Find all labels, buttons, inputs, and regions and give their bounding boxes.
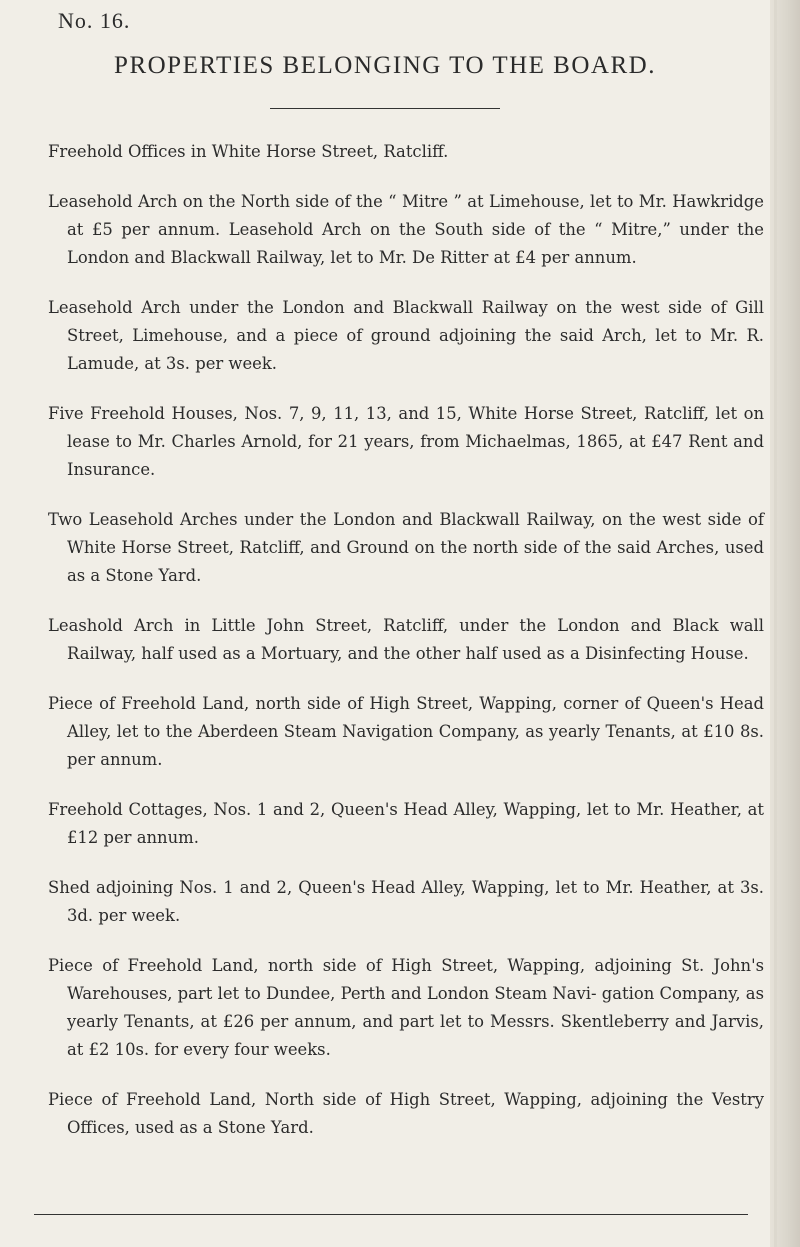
title-divider	[270, 108, 500, 109]
property-list	[48, 138, 764, 1164]
property-entry: Leasehold Arch on the North side of the “ Mitre ” at Limehouse, let to Mr. Hawkridge at £5 per annum. Leasehold Arch on the South side of the “ Mitre,” under the London and Blackwall Railway, let to Mr. De Ritter at £4 per annum.	[48, 192, 764, 267]
bottom-divider	[34, 1214, 748, 1215]
property-entry: Freehold Offices in White Horse Street, Ratcliff.	[48, 142, 449, 161]
property-entry: Two Leasehold Arches under the London and Blackwall Railway, on the west side of White Horse Street, Ratcliff, and Ground on the north side of the said Arches, used as a Stone Yard.	[48, 510, 764, 585]
page-title: PROPERTIES BELONGING TO THE BOARD.	[114, 52, 656, 79]
property-entry: Piece of Freehold Land, north side of High Street, Wapping, adjoining St. John's Warehouses, part let to Dundee, Perth and London Steam Navi- gation Company, as yearly Tenants, at £26 per annum, and part let to Messrs. Skentleberry and Jarvis, at £2 10s. for every four weeks.	[48, 956, 764, 1059]
property-entry: Freehold Cottages, Nos. 1 and 2, Queen's Head Alley, Wapping, let to Mr. Heather, at £12 per annum.	[48, 800, 764, 847]
page-edge	[770, 0, 800, 1247]
property-entry: Shed adjoining Nos. 1 and 2, Queen's Head Alley, Wapping, let to Mr. Heather, at 3s. 3d. per week.	[48, 878, 764, 925]
property-entry: Leashold Arch in Little John Street, Ratcliff, under the London and Black wall Railway, half used as a Mortuary, and the other half used as a Disinfecting House.	[48, 616, 764, 663]
page-number: No. 16.	[58, 8, 131, 33]
property-entry: Piece of Freehold Land, north side of High Street, Wapping, corner of Queen's Head Alley, let to the Aberdeen Steam Navigation Company, as yearly Tenants, at £10 8s. per annum.	[48, 694, 764, 769]
property-entry: Piece of Freehold Land, North side of High Street, Wapping, adjoining the Vestry Offices, used as a Stone Yard.	[48, 1090, 764, 1137]
property-entry: Leasehold Arch under the London and Blackwall Railway on the west side of Gill Street, Limehouse, and a piece of ground adjoining the said Arch, let to Mr. R. Lamude, at 3s. per week.	[48, 298, 764, 373]
property-entry: Five Freehold Houses, Nos. 7, 9, 11, 13, and 15, White Horse Street, Ratcliff, let on lease to Mr. Charles Arnold, for 21 years, from Michaelmas, 1865, at £47 Rent and Insurance.	[48, 404, 764, 479]
